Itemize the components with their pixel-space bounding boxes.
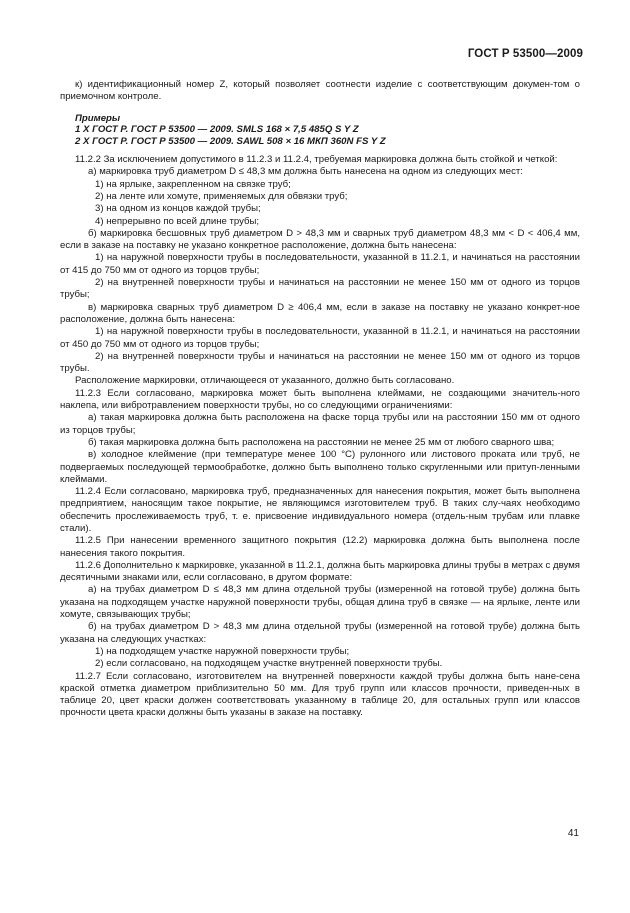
item-b-1: 1) на наружной поверхности трубы в последовательности, указанной в 11.2.1, и начинаться на расстоянии от 415 до 750 мм от одного из торцов трубы; (60, 252, 580, 276)
item-11-2-6-a: а) на трубах диаметром D ≤ 48,3 мм длина отдельной трубы (измеренной на готовой трубе) должна быть указана на подходящем участке наружной поверхности трубы, общая длина труб в связке — на ярлыке, ленте или хомуте, связывающих трубы; (60, 584, 580, 621)
standard-header: ГОСТ Р 53500—2009 (467, 48, 583, 60)
paragraph-11-2-4: 11.2.4 Если согласовано, маркировка труб, предназначенных для нанесения покрытия, может быть выполнена предприятием, наносящим такое покрытие, не являющимся изготовителем труб. В таких слу-чаях необходимо обеспечить прослеживаемость труб, т. е. присвоение индивидуального номера (отдель-ным трубам или плавке стали). (60, 486, 580, 534)
document-body (60, 79, 580, 720)
item-11-2-3-b: б) такая маркировка должна быть расположена на расстоянии не менее 25 мм от любого сварного шва; (88, 436, 555, 448)
page-number: 41 (567, 828, 579, 839)
item-a-3: 3) на одном из концов каждой трубы; (95, 203, 261, 215)
item-a: а) маркировка труб диаметром D ≤ 48,3 мм должна быть нанесена на одном из следующих мест: (88, 166, 523, 178)
paragraph-11-2-5: 11.2.5 При нанесении временного защитного покрытия (12.2) маркировка должна быть выполнена после нанесения такого покрытия. (60, 535, 580, 559)
item-11-2-3-v: в) холодное клеймение (при температуре менее 100 °С) рулонного или листового проката или труб, не подвергаемых последующей термообработке, должно быть выполнено только скругленными или притуп-ленными клеймами. (60, 449, 580, 485)
paragraph-11-2-2: 11.2.2 За исключением допустимого в 11.2.3 и 11.2.4, требуемая маркировка должна быть стойкой и четкой: (75, 154, 558, 166)
item-a-4: 4) непрерывно по всей длине трубы; (95, 215, 260, 227)
item-b-2: 2) на внутренней поверхности трубы и начинаться на расстоянии не менее 150 мм от одного из торцов трубы; (60, 277, 580, 301)
paragraph-k: к) идентификационный номер Z, который позволяет соотнести изделие с соответствующим докумен-том о приемочном контроле. (60, 79, 580, 103)
example-line-2: 2 X ГОСТ Р. ГОСТ Р 53500 — 2009. SAWL 508 × 16 МКП 360N FS Y Z (75, 135, 386, 147)
item-11-2-6-b-1: 1) на подходящем участке наружной поверхности трубы; (95, 645, 350, 657)
examples-block (75, 113, 580, 148)
item-b: б) маркировка бесшовных труб диаметром D > 48,3 мм и сварных труб диаметром 48,3 мм < D < 406,4 мм, если в заказе на поставку не указано конкретное расположение, должна быть нанесена: (60, 227, 580, 252)
paragraph-11-2-7: 11.2.7 Если согласовано, изготовителем на внутренней поверхности каждой трубы должна быть нане-сена краской отметка диаметром приблизительно 50 мм. Для труб групп или классов прочности, приведен-ных в таблице 20, цвет краски должен соответствовать указанному в таблице 20, для остальных групп или классов прочности цвета краски должны быть указаны в заказе на поставку. (60, 670, 580, 719)
examples-title: Примеры (75, 112, 121, 124)
item-11-2-3-a: а) такая маркировка должна быть расположена на фаске торца трубы или на расстоянии 150 мм от одного из торцов трубы; (60, 412, 580, 436)
item-v-2: 2) на внутренней поверхности трубы и начинаться на расстоянии не менее 150 мм от одного из торцов трубы. (60, 350, 580, 375)
item-11-2-6-b: б) на трубах диаметром D > 48,3 мм длина отдельной трубы (измеренной на готовой трубе) должна быть указана на следующих участках: (60, 621, 580, 645)
paragraph-location-note: Расположение маркировки, отличающееся от указанного, должно быть согласовано. (75, 375, 455, 387)
item-a-2: 2) на ленте или хомуте, применяемых для обвязки труб; (95, 190, 348, 202)
item-v-1: 1) на наружной поверхности трубы в последовательности, указанной в 11.2.1, и начинаться на расстоянии от 450 до 750 мм от одного из торцов трубы; (60, 326, 580, 350)
item-11-2-6-b-2: 2) если согласовано, на подходящем участке внутренней поверхности трубы. (95, 658, 443, 670)
item-v: в) маркировка сварных труб диаметром D ≥ 406,4 мм, если в заказе на поставку не указано конкрет-ное расположение, должна быть нанесена: (60, 301, 580, 325)
paragraph-11-2-6: 11.2.6 Дополнительно к маркировке, указанной в 11.2.1, должна быть маркировка длины трубы в метрах с двумя десятичными знаками или, если согласовано, в другом формате: (60, 559, 580, 584)
paragraph-11-2-3: 11.2.3 Если согласовано, маркировка может быть выполнена клеймами, не создающими значитель-ного наклепа, или вибротравлением поверхности трубы, но со следующими ограничениями: (60, 387, 580, 412)
item-a-1: 1) на ярлыке, закрепленном на связке труб; (95, 178, 291, 190)
example-line-1: 1 X ГОСТ Р. ГОСТ Р 53500 — 2009. SMLS 168 × 7,5 485Q S Y Z (75, 124, 359, 136)
